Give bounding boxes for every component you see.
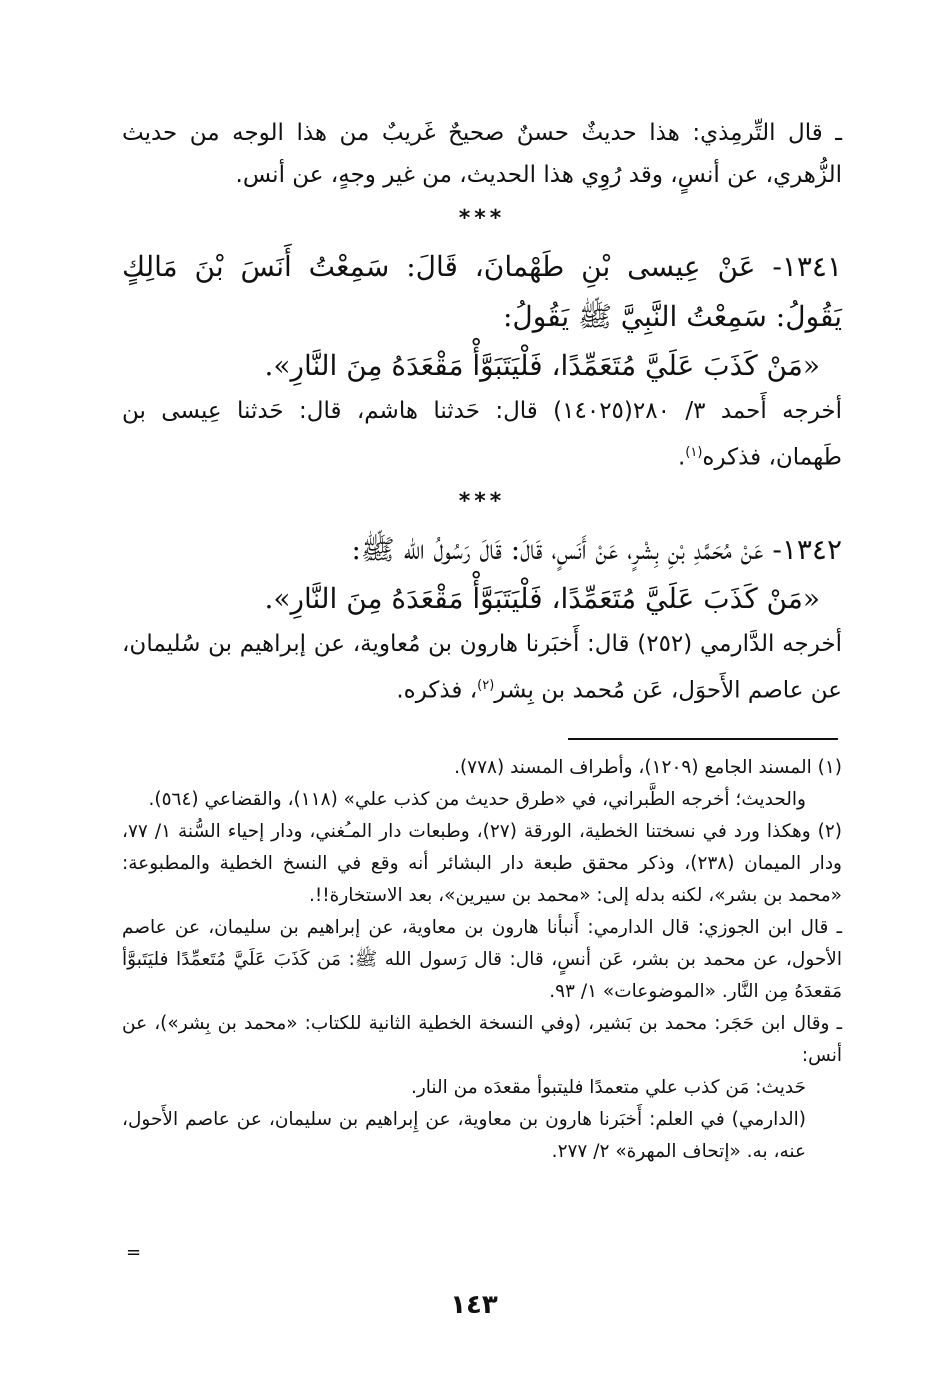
footnote-ref-1: (١) bbox=[685, 445, 703, 460]
hadith-1341-isnad: ١٣٤١- عَنْ عِيسى بْنِ طَهْمانَ، قَالَ: سَمِعْتُ أَنَسَ بْنَ مَالِكٍ يَقُولُ: سَمِعْتُ النَّبِيَّ ﷺ يَقُولُ: bbox=[122, 250, 842, 333]
footnote-1: (١) المسند الجامع (١٢٠٩)، وأطراف المسند (٧٧٨). bbox=[454, 757, 842, 778]
footnote-2-ibn-aljawzi: ـ قال ابن الجوزي: قال الدارمي: أَنبأنا هارون بن معاوية، عن إبراهيم بن سليمان، عن عاصم الأحول، عن محمد بن بشر، عَن أنسٍ، قال: قال رَسول الله ﷺ: مَن كَذَبَ عَلَيَّ مُتَعمِّدًا فليَتَبوَّأ مَقعدَهُ مِن النَّار. «الموضوعات» ١/ ٩٣. bbox=[122, 917, 842, 1002]
takhrij-end: . bbox=[677, 444, 686, 471]
footnote-2-ibn-hajar: ـ وقال ابن حَجَر: محمد بن بَشير، (وفي النسخة الخطية الثانية للكتاب: «محمد بن بِشر»)، عن أنس: bbox=[122, 1013, 842, 1066]
footnote-ref-2: (٢) bbox=[477, 677, 495, 693]
hadith-1341-matn: «مَنْ كَذَبَ عَلَيَّ مُتَعَمِّدًا، فَلْيَتَبَوَّأْ مَقْعَدَهُ مِنَ النَّارِ». bbox=[264, 349, 820, 382]
footnotes bbox=[122, 752, 842, 1168]
footnote-2: (٢) وهكذا ورد في نسختنا الخطية، الورقة (٢٧)، وطبعات دار المـُغني، ودار إحياء السُّنة ١/ ٧٧، ودار الميمان (٢٣٨)، وذكر محقق طبعة دار البشائر أنه وقع في النسخ الخطية والمطبوعة: «محمد بن بشر»، لكنه بدله إلى: «محمد بن سيرين»، بعد الاستخارة!!. bbox=[122, 821, 842, 906]
footnote-divider bbox=[568, 738, 838, 740]
section-separator: *** bbox=[458, 206, 506, 231]
main-text bbox=[122, 112, 842, 711]
commentary-paragraph: ـ قال التِّرمِذي: هذا حديثٌ حسنٌ صحيحٌ غَريبٌ من هذا الوجه من حديث الزُّهري، عن أنسٍ، وقد رُوِي هذا الحديث، من غير وجهٍ، عن أنس. bbox=[122, 120, 842, 188]
hadith-1342-matn: «مَنْ كَذَبَ عَلَيَّ مُتَعَمِّدًا، فَلْيَتَبَوَّأْ مَقْعَدَهُ مِنَ النَّارِ». bbox=[264, 581, 820, 615]
page-number: ١٤٣ bbox=[450, 1290, 498, 1320]
hadith-1342-takhrij bbox=[122, 623, 842, 712]
footnote-2-hadith: حَديث: مَن كذب علي متعمدًا فليتبوأ مقعدَه من النار. bbox=[410, 1077, 806, 1098]
section-separator: *** bbox=[458, 488, 506, 514]
takhrij-text: أخرجه أَحمد ٣/ ٢٨٠(١٤٠٢٥) قال: حَدثنا هاشم، قال: حَدثنا عِيسى بن طَهمان، فذكره bbox=[122, 398, 843, 471]
takhrij-text: أخرجه الدَّارمي (٢٥٢) قال: أَخبَرنا هارون بن مُعاوية، عن إبراهيم بن سُليمان، عن عاصم الأَحوَل، عَن مُحمد بن بِشر bbox=[122, 630, 842, 704]
footnote-2-darimi: (الدارمي) في العلم: أَخبَرنا هارون بن معاوية، عن إِبراهيم بن سليمان، عن عاصم الأَحول، عنه، به. «إتحاف المهرة» ٢/ ٢٧٧. bbox=[122, 1109, 806, 1162]
takhrij-end: ، فذكره. bbox=[396, 677, 478, 704]
hadith-1341-takhrij bbox=[122, 390, 842, 479]
continuation-mark: = bbox=[126, 1242, 142, 1263]
hadith-1342-isnad: ١٣٤٢- عَنْ مُحَمَّدِ بْنِ بِشْرٍ، عَنْ أَنَسٍ، قَالَ: قَالَ رَسُولُ الله ﷺ: bbox=[351, 532, 842, 566]
footnote-1-continued: والحديث؛ أخرجه الطَّبراني، في «طرق حديث من كذب علي» (١١٨)، والقضاعي (٥٦٤). bbox=[148, 789, 806, 810]
